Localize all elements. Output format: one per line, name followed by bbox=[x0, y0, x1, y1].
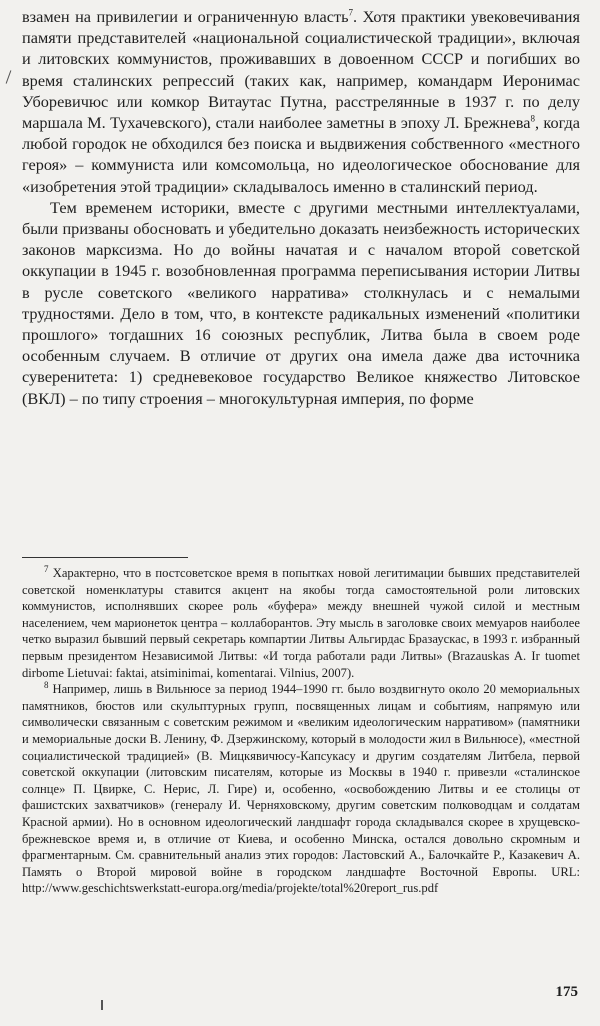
footnote-text: Характерно, что в постсоветское время в попытках новой легитимации бывших представителей советской номенклатуры ставится акцент на якобы тогда самостоятельной роли литовских коммунистов, исполнявших скорее роль «буфера» между внешней чужой силой и местным населением, чем марионеток центра – коллаборантов. Эту мысль в заголовке своих мемуаров наиболее четко выразил бывший первый секретарь компартии Литвы Альгирдас Бразаускас, в 1993 г. избранный первым президентом Независимой Литвы: «И тогда работали ради Литвы» (Brazauskas A. Ir tuomet dirbome Lietuvai: faktai, atsiminimai, komentarai. Vilnius, 2007). bbox=[22, 566, 580, 680]
paragraph-1: взамен на привилегии и ограниченную власть$^7$. Хотя практики увековечивания памяти представителей «национальной социалистической традиции», включая и литовских коммунистов, проживавших в довоенном СССР и погибших во время сталинских репрессий (таких как, например, командарм Иеронимас Уборевичюс или комкор Витаутас Путна, расстрелянные в 1937 г. по делу маршала М. Тухачевского), стали наиболее заметны в эпоху Л. Брежнева$^8$, когда любой городок не обходился без поиска и выдвижения собственного «местного героя» – коммуниста или комсомольца, но идеологическое обоснование для «изобретения этой традиции» складывалось именно в сталинский период. bbox=[22, 7, 580, 196]
footnotes bbox=[22, 565, 580, 897]
footnote-ref-7: 7 bbox=[348, 7, 354, 18]
footnote-number: 7 bbox=[44, 563, 49, 574]
footnote-separator bbox=[22, 557, 188, 558]
footnote-8 bbox=[22, 681, 580, 897]
scan-speck bbox=[101, 1000, 103, 1010]
main-text bbox=[22, 6, 580, 409]
footnote-number: 8 bbox=[44, 679, 49, 690]
margin-mark bbox=[6, 70, 12, 83]
paragraph-2: Тем временем историки, вместе с другими местными интеллектуалами, были призваны обосновать и убедительно доказать неизбежность исторических законов марксизма. Но до войны начатая и с началом второй советской оккупации в 1945 г. возобновленная программа переписывания истории Литвы в русле советского «великого нарратива» столкнулась и с немалыми трудностями. Дело в том, что, в контексте радикальных изменений «политики прошлого» тогдашних 16 союзных республик, Литва была в своем роде особенным случаем. В отличие от других она имела даже два источника суверенитета: 1) средневековое государство Великое княжество Литовское (ВКЛ) – по типу строения – многокультурная империя, по форме bbox=[22, 197, 580, 408]
page-number: 175 bbox=[555, 984, 578, 1000]
footnote-7 bbox=[22, 565, 580, 681]
footnote-text: Например, лишь в Вильнюсе за период 1944–1990 гг. было воздвигнуто около 20 мемориальных памятников, бюстов или скульптурных групп, посвященных лицам и событиям, напрямую или символически связанным с советским режимом и «великим идеологическим нарративом» (памятники и мемориальные доски В. Ленину, Ф. Дзержинскому, который в молодости жил в Вильнюсе), «местной социалистической традицией» (В. Мицкявичюсу-Капсукасу и другим создателям Литбела, первой советской оккупации (литовским писателям, которые из Москвы в 1940 г. привезли «сталинское солнце» П. Цвирке, С. Нерис, Л. Гире) и, особенно, «освобождению Литвы и ее столицы от фашистских захватчиков» (генералу И. Черняховскому, другим советским полководцам и солдатам Красной армии). Но в основном идеологический ландшафт города складывался скорее в хрущевско-брежневское время и, в отличие от Киева, и особенно Минска, остался довольно скромным и фрагментарным. См. сравнительный анализ этих городов: Ластовский А., Балочкайте Р., Казакевич А. Память о Второй мировой войне в городском ландшафте Восточной Европы. URL: http://www.geschichtswerkstatt-europa.org/media/projekte/total%20report_rus.pdf bbox=[22, 682, 580, 896]
footnote-ref-8: 8 bbox=[530, 113, 535, 124]
